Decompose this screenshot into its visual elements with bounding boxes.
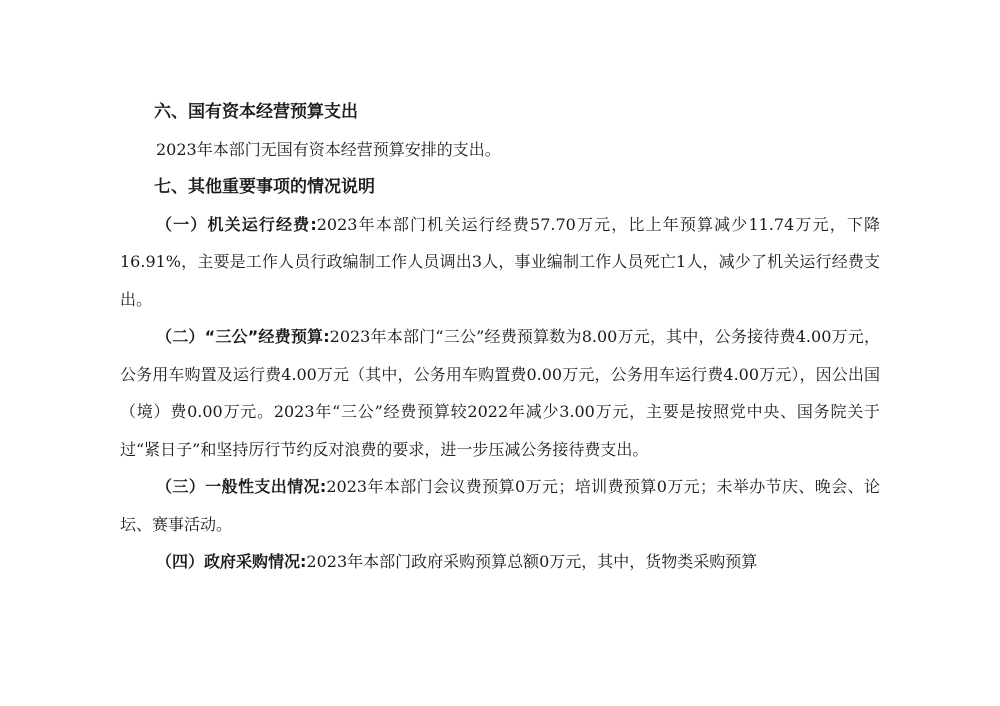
item-general-expenses-body: 2023年本部门会议费预算0万元；培训费预算0万元；未举办节庆、晚会、论坛、赛事活动。 — [120, 477, 880, 534]
item-government-procurement-body: 2023年本部门政府采购预算总额0万元，其中，货物类采购预算 — [306, 552, 758, 571]
document-content — [120, 94, 880, 581]
item-operating-expenses-lead: （一）机关运行经费: — [156, 214, 317, 234]
item-three-public-expenses-body: 2023年本部门“三公”经费预算数为8.00万元，其中，公务接待费4.00万元，公务用车购置及运行费4.00万元（其中，公务用车购置费0.00万元，公务用车运行费4.00万元），因公出国（境）费0.00万元。2023年“三公”经费预算较2022年减少3.00万元，主要是按照党中央、国务院关于过“紧日子”和坚持厉行节约反对浪费的要求，进一步压减公务接待费支出。 — [120, 327, 880, 459]
item-general-expenses — [120, 468, 880, 543]
item-government-procurement — [120, 543, 880, 581]
item-operating-expenses — [120, 206, 880, 319]
item-general-expenses-lead: （三）一般性支出情况: — [156, 477, 327, 496]
item-government-procurement-lead: （四）政府采购情况: — [156, 552, 307, 571]
item-three-public-expenses — [120, 318, 880, 468]
item-operating-expenses-body: 2023年本部门机关运行经费57.70万元，比上年预算减少11.74万元，下降16.91%，主要是工作人员行政编制工作人员调出3人，事业编制工作人员死亡1人，减少了机关运行经费支出。 — [120, 214, 880, 309]
section-7-heading: 七、其他重要事项的情况说明 — [154, 176, 375, 197]
section-6-body: 2023年本部门无国有资本经营预算安排的支出。 — [156, 140, 501, 159]
item-three-public-expenses-lead: （二）“三公”经费预算: — [156, 327, 330, 346]
section-6-heading: 六、国有资本经营预算支出 — [154, 102, 358, 122]
